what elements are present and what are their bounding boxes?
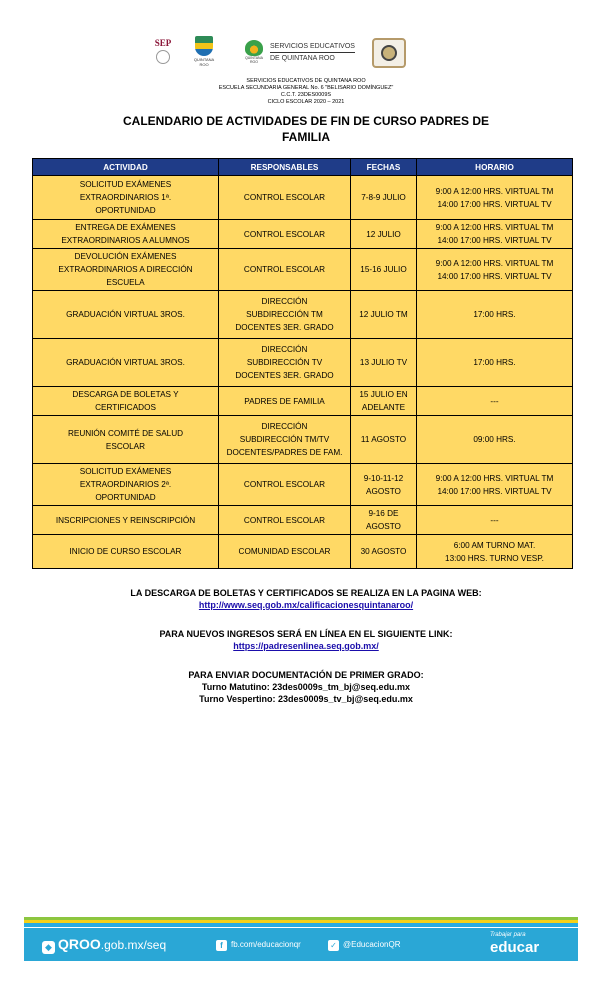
dates-cell-line: 15 JULIO EN — [359, 390, 408, 399]
new-enrollment-note — [0, 628, 612, 652]
dates-cell — [351, 387, 417, 416]
responsible-cell — [219, 339, 351, 387]
dates-cell-line: 9-10-11-12 — [363, 473, 404, 483]
schedule-cell-line: 9:00 A 12:00 HRS. VIRTUAL TM — [435, 258, 554, 268]
schedule-cell — [417, 220, 573, 249]
dates-cell-line: 30 AGOSTO — [360, 547, 407, 556]
schedule-cell-line: 09:00 HRS. — [473, 435, 516, 444]
responsible-cell-line: SUBDIRECCIÓN TM — [246, 310, 323, 319]
dates-cell — [351, 249, 417, 291]
schedule-cell-line: 14:00 17:00 HRS. VIRTUAL TV — [437, 199, 552, 209]
dates-cell — [351, 291, 417, 339]
responsible-cell — [219, 506, 351, 535]
responsible-cell — [219, 464, 351, 506]
seq-logo-text-line1: SERVICIOS EDUCATIVOS — [270, 43, 355, 50]
documents-morning-email: Turno Matutino: 23des0009s_tm_bj@seq.edu.mx — [201, 682, 411, 692]
download-link[interactable]: http://www.seq.gob.mx/calificacionesquintanaroo/ — [198, 600, 414, 610]
activity-cell-line: OPORTUNIDAD — [95, 493, 156, 502]
dates-cell-line: 15-16 JULIO — [360, 265, 407, 274]
responsible-cell-line: DOCENTES 3ER. GRADO — [235, 371, 334, 380]
schedule-cell-line: --- — [490, 396, 499, 406]
responsible-cell — [219, 387, 351, 416]
notes-section — [0, 587, 612, 722]
dates-cell-line: 12 JULIO TM — [359, 310, 408, 319]
header-school: ESCUELA SECUNDARIA GENERAL No. 6 "BELISARIO DOMÍNGUEZ" — [218, 85, 394, 91]
activity-cell-line: GRADUACIÓN VIRTUAL 3ROS. — [66, 310, 185, 319]
table-row — [33, 176, 573, 220]
school-crest-icon — [381, 45, 397, 61]
responsible-cell-line: SUBDIRECCIÓN TV — [246, 358, 323, 367]
new-enrollment-link[interactable]: https://padresenlinea.seq.gob.mx/ — [233, 641, 379, 651]
responsible-cell — [219, 291, 351, 339]
schedule-cell-line: 9:00 A 12:00 HRS. VIRTUAL TM — [435, 186, 554, 196]
responsible-cell — [219, 416, 351, 464]
activity-cell-line: ESCUELA — [106, 278, 145, 287]
footer-facebook-text: fb.com/educacionqr — [231, 940, 301, 949]
twitter-icon: ✓ — [328, 940, 339, 951]
documents-evening-email: Turno Vespertino: 23des0009s_tv_bj@seq.edu.mx — [199, 694, 413, 704]
footer-facebook[interactable] — [216, 939, 301, 951]
seq-logo-text-line2: DE QUINTANA ROO — [270, 55, 335, 62]
table-row — [33, 535, 573, 569]
activity-cell-line: SOLICITUD EXÁMENES — [79, 467, 172, 476]
responsible-cell-line: CONTROL ESCOLAR — [243, 265, 326, 274]
activity-cell — [33, 249, 219, 291]
footer-twitter-text: @EducacionQR — [343, 940, 401, 949]
table-row — [33, 249, 573, 291]
header-cct: C.C.T. 23DES0009S — [280, 92, 332, 98]
dates-cell-line: 7-8-9 JULIO — [361, 193, 406, 202]
schedule-cell — [417, 339, 573, 387]
activities-table — [32, 158, 573, 569]
column-header-dates: FECHAS — [351, 159, 417, 176]
dates-cell-line: 11 AGOSTO — [360, 435, 407, 444]
footer-bar — [24, 928, 578, 961]
activity-cell-line: ENTREGA DE EXÁMENES — [75, 223, 176, 232]
schedule-cell-line: 14:00 17:00 HRS. VIRTUAL TV — [437, 486, 552, 496]
table-row — [33, 291, 573, 339]
schedule-cell-line: 9:00 A 12:00 HRS. VIRTUAL TM — [435, 223, 554, 232]
responsible-cell-line: CONTROL ESCOLAR — [243, 193, 326, 202]
column-header-schedule: HORARIO — [417, 159, 573, 176]
header-logos — [0, 36, 612, 76]
footer-qroo-bold: QROO — [58, 936, 101, 952]
schedule-cell-line: 17:00 HRS. — [473, 310, 516, 319]
footer-stripe-blue — [24, 923, 578, 927]
responsible-cell — [219, 220, 351, 249]
footer-stripes — [24, 917, 578, 927]
dates-cell — [351, 416, 417, 464]
document-header — [0, 78, 612, 106]
download-note-text: LA DESCARGA DE BOLETAS Y CERTIFICADOS SE REALIZA EN LA PAGINA WEB: — [130, 588, 482, 598]
activity-cell — [33, 464, 219, 506]
responsible-cell-line: SUBDIRECCIÓN TM/TV — [239, 435, 330, 444]
responsible-cell-line: DIRECCIÓN — [261, 422, 308, 431]
dates-cell-line: ADELANTE — [361, 403, 406, 412]
page-title-line1: CALENDARIO DE ACTIVIDADES DE FIN DE CURSO PADRES DE — [122, 114, 490, 128]
dates-cell — [351, 220, 417, 249]
activity-cell-line: GRADUACIÓN VIRTUAL 3ROS. — [66, 358, 185, 367]
footer-twitter[interactable] — [328, 939, 400, 951]
responsible-cell-line: DOCENTES/PADRES DE FAM. — [226, 448, 343, 457]
activity-cell — [33, 291, 219, 339]
dates-cell — [351, 506, 417, 535]
schedule-cell — [417, 416, 573, 464]
responsible-cell — [219, 535, 351, 569]
responsible-cell-line: DOCENTES 3ER. GRADO — [235, 323, 334, 332]
activity-cell-line: ESCOLAR — [105, 441, 146, 451]
column-header-responsible: RESPONSABLES — [219, 159, 351, 176]
table-header-row — [33, 159, 573, 176]
schedule-cell-line: 14:00 17:00 HRS. VIRTUAL TV — [437, 271, 552, 281]
dates-cell-line: AGOSTO — [366, 486, 401, 496]
dates-cell-line: 9-16 DE — [368, 509, 399, 518]
activity-cell-line: SOLICITUD EXÁMENES — [79, 180, 172, 189]
schedule-cell — [417, 176, 573, 220]
schedule-cell — [417, 291, 573, 339]
schedule-cell — [417, 506, 573, 535]
dates-cell — [351, 535, 417, 569]
footer-brand — [490, 931, 554, 956]
national-seal-icon — [156, 50, 170, 64]
schedule-cell — [417, 249, 573, 291]
responsible-cell — [219, 176, 351, 220]
schedule-cell — [417, 464, 573, 506]
responsible-cell-line: PADRES DE FAMILIA — [244, 396, 325, 406]
activity-cell-line: DEVOLUCIÓN EXÁMENES — [74, 252, 177, 261]
activity-cell — [33, 387, 219, 416]
quintana-roo-logo — [190, 36, 218, 70]
column-header-activity: ACTIVIDAD — [33, 159, 219, 176]
activity-cell-line: EXTRAORDINARIOS A ALUMNOS — [61, 236, 190, 245]
activity-cell-line: EXTRAORDINARIOS A DIRECCIÓN — [58, 265, 193, 274]
table-row — [33, 506, 573, 535]
page-title — [0, 113, 612, 145]
dates-cell — [351, 339, 417, 387]
table-row — [33, 416, 573, 464]
school-crest-logo — [372, 38, 406, 68]
activity-cell-line: REUNIÓN COMITÉ DE SALUD — [67, 428, 184, 438]
new-enrollment-text: PARA NUEVOS INGRESOS SERÁ EN LÍNEA EN EL SIGUIENTE LINK: — [159, 629, 453, 639]
activity-cell — [33, 535, 219, 569]
schedule-cell-line: --- — [490, 515, 499, 525]
dates-cell — [351, 176, 417, 220]
sep-logo-text: SEP — [154, 38, 172, 48]
seq-logo-divider — [270, 52, 355, 53]
activity-cell — [33, 416, 219, 464]
quintana-roo-logo-caption: QUINTANA ROO — [193, 57, 215, 67]
sep-logo — [150, 38, 176, 64]
dates-cell-line: 12 JULIO — [366, 229, 401, 239]
responsible-cell-line: CONTROL ESCOLAR — [243, 229, 326, 239]
schedule-cell-line: 9:00 A 12:00 HRS. VIRTUAL TM — [435, 473, 554, 483]
table-row — [33, 464, 573, 506]
activity-cell-line: INSCRIPCIONES Y REINSCRIPCIÓN — [55, 515, 196, 525]
table-row — [33, 339, 573, 387]
table-body — [33, 176, 573, 569]
documents-note — [0, 669, 612, 705]
schedule-cell — [417, 535, 573, 569]
activity-cell — [33, 506, 219, 535]
responsible-cell-line: CONTROL ESCOLAR — [243, 480, 326, 489]
activity-cell-line: EXTRAORDINARIOS 1ª. — [79, 193, 172, 202]
header-school-year: CICLO ESCOLAR 2020 – 2021 — [267, 99, 345, 105]
activity-cell — [33, 339, 219, 387]
activity-cell-line: INICIO DE CURSO ESCOLAR — [69, 547, 182, 556]
seq-logo-caption: QUINTANA ROO — [245, 56, 263, 64]
dates-cell — [351, 464, 417, 506]
activity-cell — [33, 176, 219, 220]
header-institution: SERVICIOS EDUCATIVOS DE QUINTANA ROO — [246, 78, 366, 84]
facebook-icon: f — [216, 940, 227, 951]
page-title-line2: FAMILIA — [282, 130, 330, 144]
activity-cell-line: DESCARGA DE BOLETAS Y — [72, 390, 179, 399]
seq-logo — [243, 40, 265, 62]
state-shield-icon — [195, 36, 213, 56]
table-row — [33, 387, 573, 416]
responsible-cell-line: COMUNIDAD ESCOLAR — [238, 547, 331, 556]
seq-tree-icon — [245, 40, 263, 56]
activity-cell — [33, 220, 219, 249]
footer-brand-big: educar — [490, 939, 540, 956]
activity-cell-line: OPORTUNIDAD — [95, 206, 156, 215]
responsible-cell-line: CONTROL ESCOLAR — [243, 515, 326, 525]
seq-logo-text — [270, 42, 355, 63]
responsible-cell-line: DIRECCIÓN — [261, 297, 308, 306]
responsible-cell — [219, 249, 351, 291]
download-note — [0, 587, 612, 611]
footer-brand-small: Trabajar para — [490, 932, 526, 938]
schedule-cell-line: 13:00 HRS. TURNO VESP. — [445, 553, 544, 563]
dates-cell-line: AGOSTO — [366, 522, 401, 531]
documents-note-text: PARA ENVIAR DOCUMENTACIÓN DE PRIMER GRADO: — [188, 670, 424, 680]
footer-qroo-rest: .gob.mx/seq — [100, 938, 167, 952]
schedule-cell-line: 6:00 AM TURNO MAT. — [453, 540, 536, 550]
schedule-cell-line: 17:00 HRS. — [473, 358, 516, 367]
schedule-cell — [417, 387, 573, 416]
schedule-cell-line: 14:00 17:00 HRS. VIRTUAL TV — [437, 236, 552, 245]
table-row — [33, 220, 573, 249]
activity-cell-line: CERTIFICADOS — [95, 403, 156, 412]
dates-cell-line: 13 JULIO TV — [359, 358, 408, 367]
qroo-logo-icon: ◆ — [42, 941, 55, 954]
responsible-cell-line: DIRECCIÓN — [261, 345, 308, 354]
activity-cell-line: EXTRAORDINARIOS 2ª. — [79, 480, 172, 489]
footer-qroo-site[interactable] — [42, 937, 166, 954]
